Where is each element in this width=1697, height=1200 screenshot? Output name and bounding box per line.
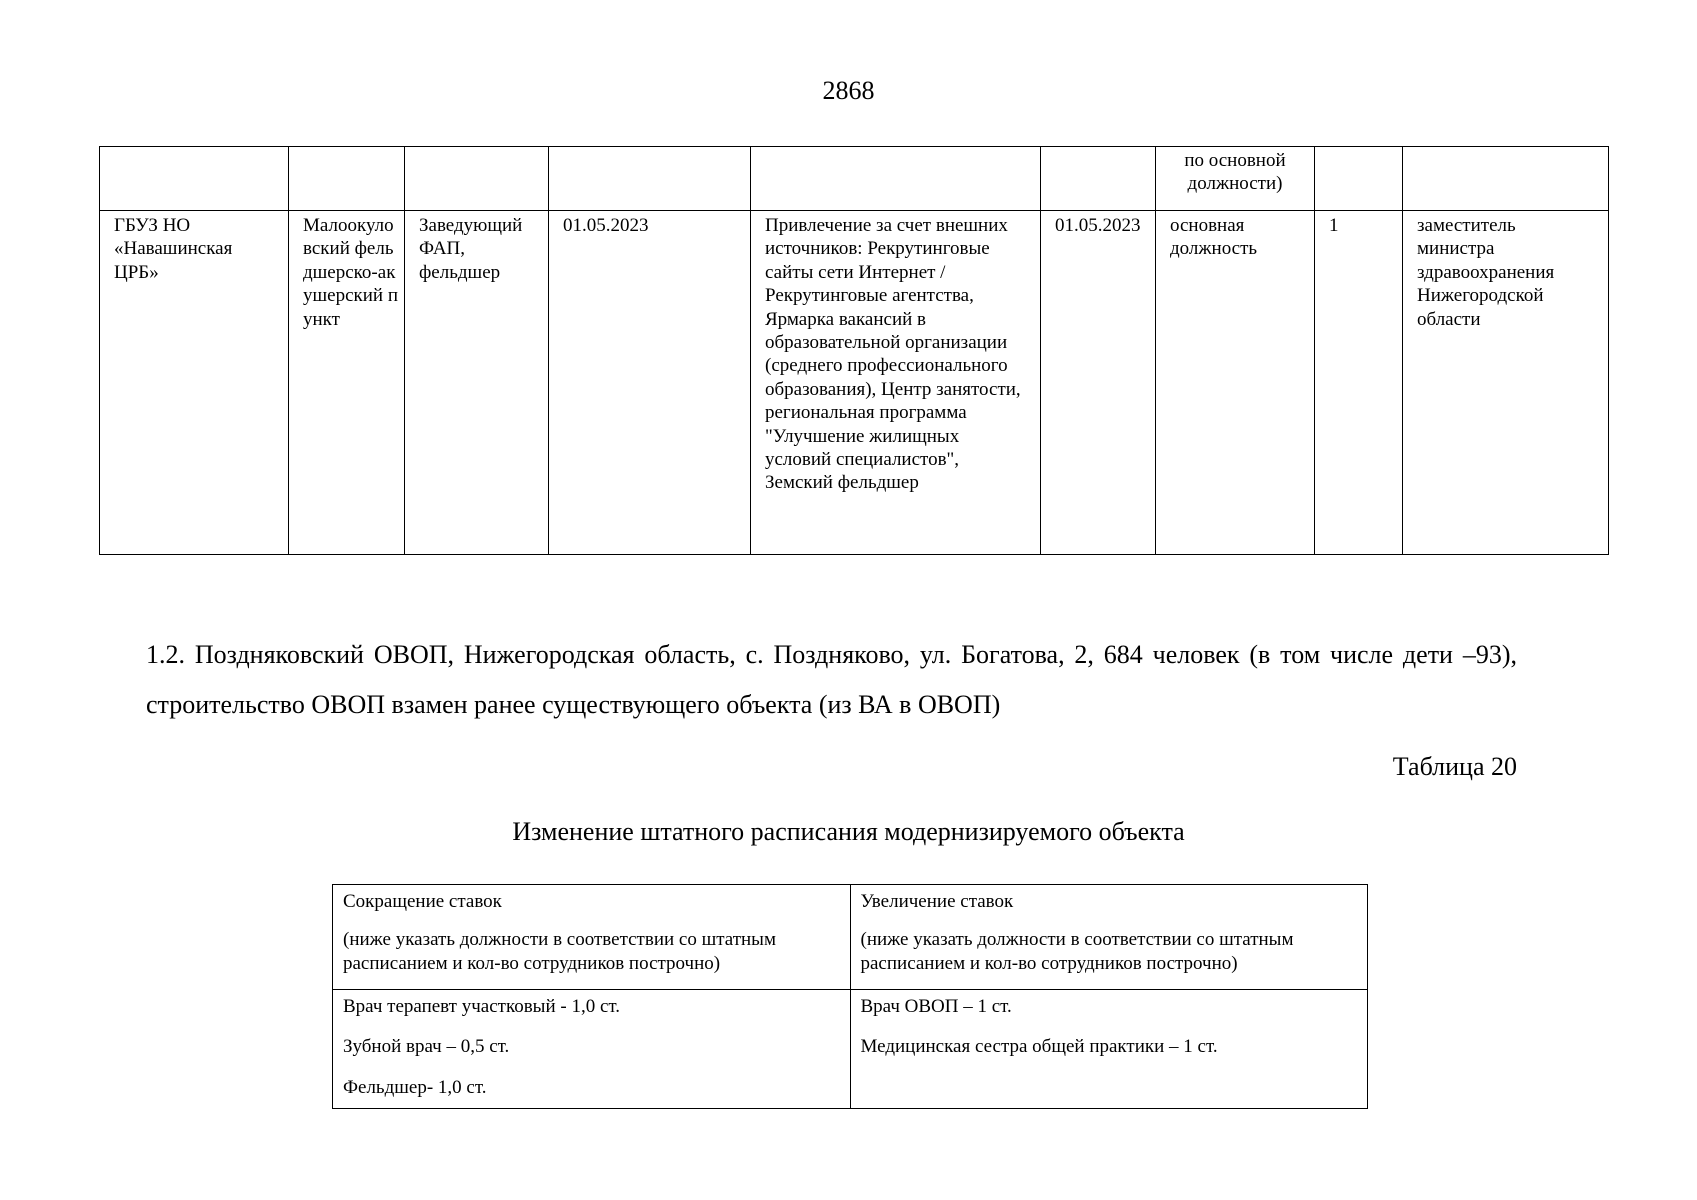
table-cell bbox=[549, 147, 751, 211]
position-cell: Заведующий ФАП, фельдшер bbox=[405, 211, 549, 555]
header-note: (ниже указать должности в соответствии со штатным расписанием и кол-во сотрудников построчно) bbox=[860, 929, 1294, 974]
date-cell: 01.05.2023 bbox=[549, 211, 751, 555]
unit-cell: Малоокуловский фельдшерско-акушерский пункт bbox=[289, 211, 405, 555]
table-row bbox=[333, 990, 1368, 1109]
reductions-cell bbox=[333, 990, 851, 1109]
table-title: Изменение штатного расписания модернизируемого объекта bbox=[512, 817, 1185, 846]
table-header-row bbox=[333, 885, 1368, 990]
page-number: 2868 bbox=[822, 76, 875, 105]
header-title: Сокращение ставок bbox=[343, 891, 502, 912]
table-cell bbox=[1041, 147, 1156, 211]
measures-cell: Привлечение за счет внешних источников: Рекрутинговые сайты сети Интернет / Рекрутинговые агентства, Ярмарка вакансий в образовательной организации (среднего профессионального образования), Центр занятости, региональная программа "Улучшение жилищных условий специалистов", Земский фельдшер bbox=[751, 211, 1041, 555]
staffing-change-table bbox=[332, 884, 1368, 1109]
deadline-cell: 01.05.2023 bbox=[1041, 211, 1156, 555]
table-row bbox=[100, 147, 1609, 211]
section-paragraph: 1.2. Поздняковский ОВОП, Нижегородская область, с. Поздняково, ул. Богатова, 2, 684 человек (в том числе дети –93), строительство ОВОП взамен ранее существующего объекта (из ВА в ОВОП) bbox=[146, 640, 1517, 719]
reductions-header-cell bbox=[333, 885, 851, 990]
header-note: (ниже указать должности в соответствии со штатным расписанием и кол-во сотрудников построчно) bbox=[343, 929, 776, 974]
header-title: Увеличение ставок bbox=[860, 891, 1014, 912]
increases-header-cell bbox=[850, 885, 1368, 990]
table-cell bbox=[1403, 147, 1609, 211]
table-cell bbox=[289, 147, 405, 211]
staffing-measures-table bbox=[99, 146, 1609, 555]
increases-cell bbox=[850, 990, 1368, 1109]
table-cell bbox=[1315, 147, 1403, 211]
count-cell: 1 bbox=[1315, 211, 1403, 555]
table-cell bbox=[100, 147, 289, 211]
table-cell: по основной должности) bbox=[1156, 147, 1315, 211]
list-item: Медицинская сестра общей практики – 1 ст. bbox=[860, 1036, 1218, 1058]
table-cell bbox=[751, 147, 1041, 211]
table-row bbox=[100, 211, 1609, 555]
table-number: Таблица 20 bbox=[1392, 752, 1517, 781]
list-item: Зубной врач – 0,5 ст. bbox=[343, 1036, 510, 1058]
list-item: Фельдшер- 1,0 ст. bbox=[343, 1076, 487, 1098]
responsible-cell: заместитель министра здравоохранения Нижегородской области bbox=[1403, 211, 1609, 555]
list-item: Врач ОВОП – 1 ст. bbox=[860, 996, 1012, 1017]
organization-cell: ГБУЗ НО «Навашинская ЦРБ» bbox=[100, 211, 289, 555]
employment-type-cell: основная должность bbox=[1156, 211, 1315, 555]
list-item: Врач терапевт участковый - 1,0 ст. bbox=[343, 996, 621, 1017]
table-cell bbox=[405, 147, 549, 211]
